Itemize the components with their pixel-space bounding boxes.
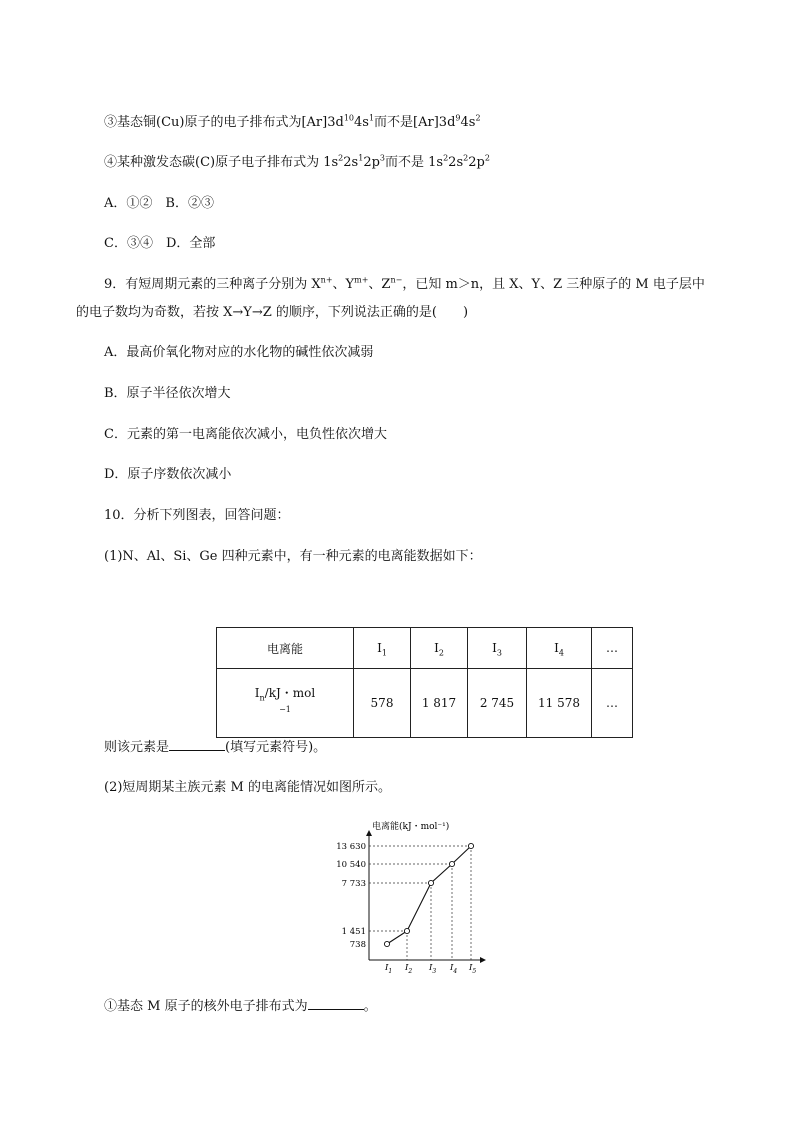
q10-1-answer-prefix: 则该元素是	[104, 740, 170, 755]
table-header-cell: $I_3$	[468, 628, 527, 669]
data-point	[449, 861, 454, 866]
x-tick-labels	[384, 963, 476, 975]
ionization-energy-table	[216, 627, 633, 738]
statement-4-text-c: 2p	[363, 155, 380, 170]
x-tick-label: $I_5$	[469, 963, 477, 975]
q9-text-d: ，已知 m＞n，且 X、Y、Z 三种原子的 M 电子层中	[402, 277, 705, 292]
statement-4-sup-a: 2	[338, 153, 344, 163]
question-10: 10．分析下列图表，回答问题：	[104, 508, 290, 523]
q9-text-b: 、Y	[332, 277, 355, 292]
q9-option-c: C．元素的第一电离能依次减小，电负性依次增大	[104, 427, 387, 442]
data-point	[468, 843, 473, 848]
q9-sup-b: m+	[354, 275, 369, 285]
statement-4-text-b: 2s	[343, 155, 359, 170]
table-cell: 1 817	[411, 669, 468, 738]
q9-sup-a: n+	[320, 275, 333, 285]
row-label-sub: n	[259, 693, 265, 703]
q9-text-c: 、Z	[368, 277, 391, 292]
q9-text-a: 9．有短周期元素的三种离子分别为 X	[104, 277, 321, 292]
x-tick-label: $I_4$	[450, 963, 458, 975]
x-tick-label: $I_3$	[429, 963, 437, 975]
q10-1-answer-suffix: (填写元素符号)。	[225, 740, 327, 755]
data-point	[404, 928, 409, 933]
statement-4-sup-b: 1	[358, 153, 364, 163]
table-row-label	[217, 669, 354, 738]
statement-4-sup-e: 2	[463, 153, 469, 163]
table-cell: …	[592, 669, 633, 738]
ionization-energy-chart	[330, 815, 500, 977]
statement-4-sup-d: 2	[443, 153, 449, 163]
statement-3-sup-c: 9	[455, 113, 461, 123]
table-cell: 11 578	[527, 669, 592, 738]
x-tick-label: $I_2$	[405, 963, 413, 975]
row-label-sup: −1	[279, 705, 291, 714]
data-point	[384, 941, 389, 946]
data-point	[428, 880, 433, 885]
statement-3-sup-b: 1	[368, 113, 375, 123]
table-header-cell: $I_2$	[411, 628, 468, 669]
x-tick-label: $I_1$	[385, 963, 393, 975]
question-10-part-1: (1)N、Al、Si、Ge 四种元素中，有一种元素的电离能数据如下：	[104, 549, 482, 564]
statement-4-text-f: 2p	[468, 155, 485, 170]
q10-1-answer-line	[104, 738, 326, 757]
option-ab: A．①② B．②③	[104, 196, 214, 211]
q9-option-d: D．原子序数依次减小	[104, 467, 232, 482]
q9-option-a: A．最高价氧化物对应的水化物的碱性依次减弱	[104, 345, 374, 360]
series-line	[387, 846, 471, 944]
table-row	[217, 669, 633, 738]
statement-3-text-a: ③基态铜(Cu)原子的电子排布式为[Ar]3d	[104, 115, 344, 130]
statement-3-text-c: 而不是[Ar]3d	[374, 115, 456, 130]
table-header-cell: $I_4$	[527, 628, 592, 669]
y-tick-label: 7 733	[341, 879, 366, 889]
statement-3-sup-a: 10	[343, 113, 354, 123]
statement-4-sup-f: 2	[484, 153, 490, 163]
statement-3-text-b: 4s	[354, 115, 369, 130]
y-tick-labels	[336, 842, 366, 950]
table-cell: 2 745	[468, 669, 527, 738]
statement-4-text-a: ④某种激发态碳(C)原子电子排布式为 1s	[104, 155, 339, 170]
q10-2-sub-1	[104, 997, 377, 1016]
q10-2-1-prefix: ①基态 M 原子的核外电子排布式为	[104, 999, 308, 1014]
statement-3	[104, 114, 481, 132]
y-tick-label: 1 451	[341, 927, 366, 937]
statement-4	[104, 154, 490, 172]
question-9-line-1	[104, 276, 705, 294]
table-header-cell: 电离能	[217, 628, 354, 669]
statement-4-sup-c: 3	[379, 153, 385, 163]
option-cd: C．③④ D．全部	[104, 236, 216, 251]
q9-sup-c: n−	[390, 275, 403, 285]
row-label-i: I	[254, 686, 260, 700]
q9-option-b: B．原子半径依次增大	[104, 386, 231, 401]
statement-4-text-d: 而不是 1s	[385, 155, 444, 170]
statement-3-text-d: 4s	[460, 115, 476, 130]
table-header-cell: $I_1$	[354, 628, 411, 669]
question-10-part-2: (2)短周期某主族元素 M 的电离能情况如图所示。	[104, 780, 391, 795]
y-tick-label: 13 630	[336, 842, 366, 852]
answer-blank[interactable]	[308, 997, 364, 1010]
table-header-row	[217, 628, 633, 669]
table-cell: 578	[354, 669, 411, 738]
y-axis-label: 电离能(kJ・mol⁻¹)	[372, 822, 450, 832]
statement-4-text-e: 2s	[448, 155, 464, 170]
y-tick-label: 738	[349, 940, 366, 950]
statement-3-sup-d: 2	[475, 113, 481, 123]
y-tick-label: 10 540	[336, 860, 366, 870]
row-label-unit: /kJ・mol	[264, 686, 316, 700]
table-header-cell: …	[592, 628, 633, 669]
q10-2-1-suffix: 。	[363, 999, 377, 1014]
answer-blank[interactable]	[169, 738, 225, 751]
question-9-line-2: 的电子数均为奇数，若按 X→Y→Z 的顺序，下列说法正确的是( )	[76, 305, 469, 320]
